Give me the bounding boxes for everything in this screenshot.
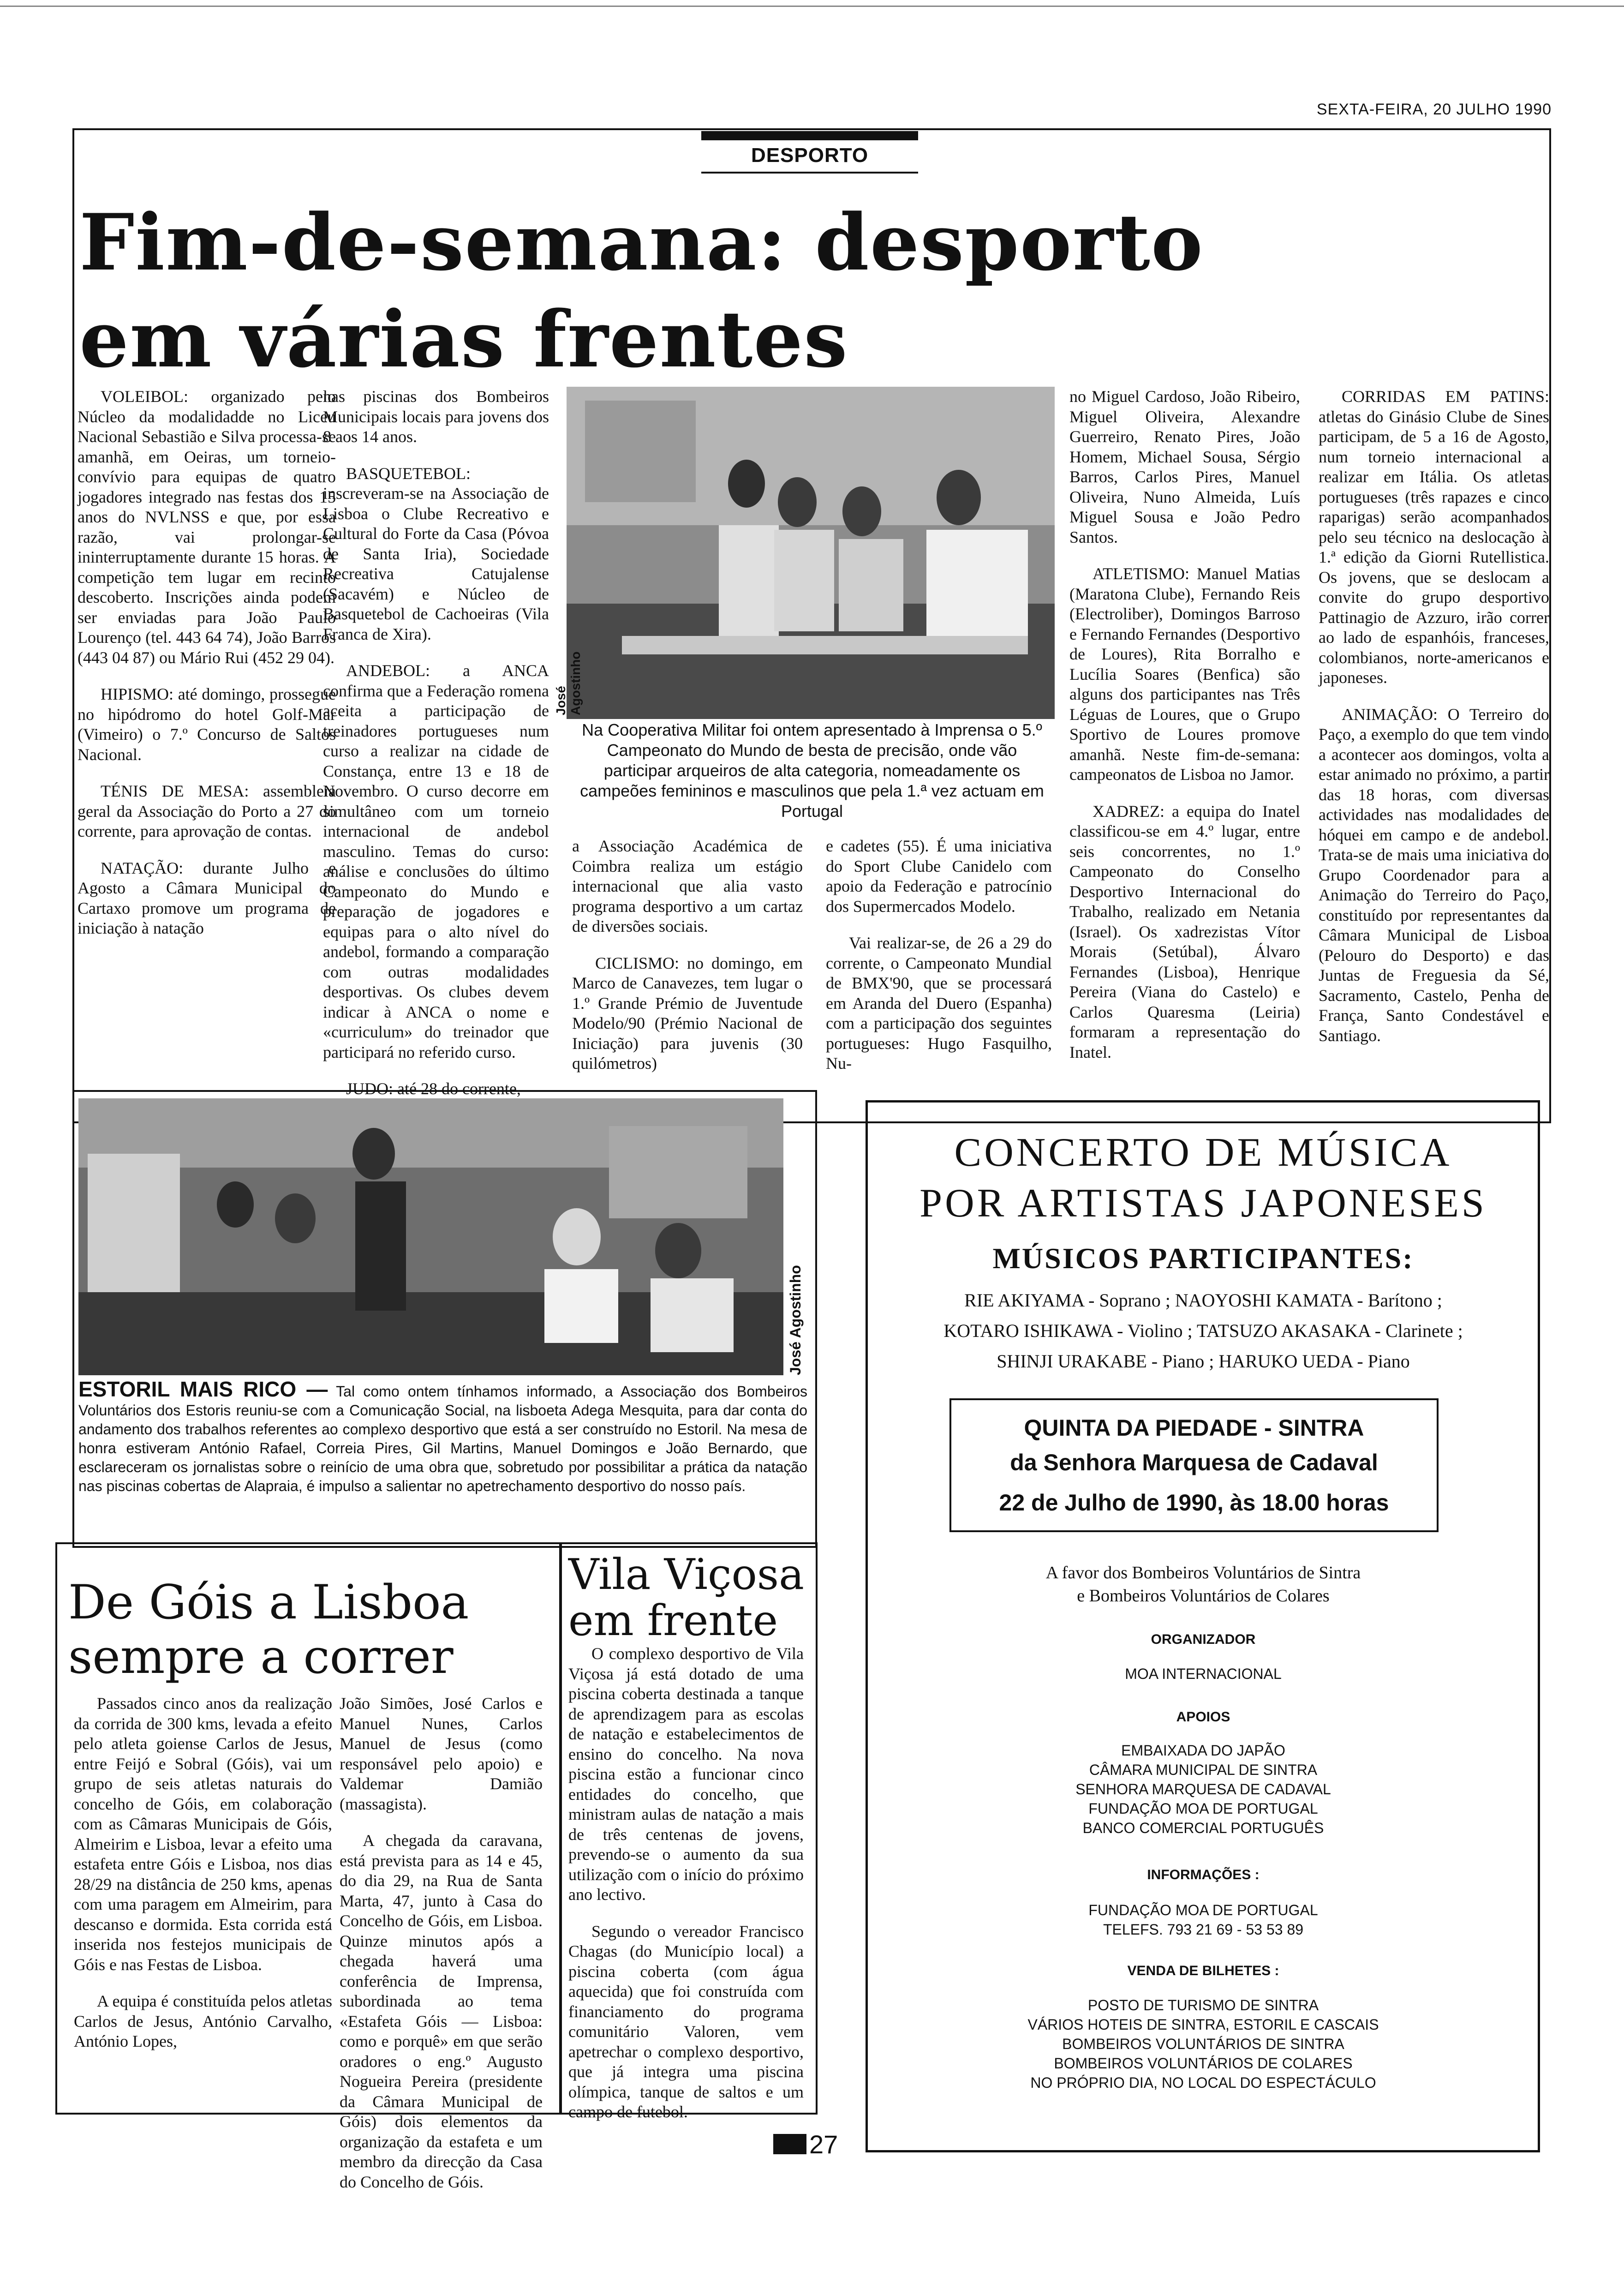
organizer-label: ORGANIZADOR [1151, 1632, 1256, 1647]
paragraph: XADREZ: a equipa do Inatel classificou-se em 4.º lugar, entre seis concorrentes, no 1.º Campeonato do Conselho Desportivo Internacional do Trabalho, realizado em Netania (Israel). Os xadrezistas Vítor Morais (Setúbal), Álvaro Fernandes (Lisboa), Henrique Pereira (Viana do Castelo) e Carlos Quaresma (Leiria) formaram a representação do Inatel. [1069, 802, 1300, 1061]
paragraph: e cadetes (55). É uma iniciativa do Sport Clube Canidelo com apoio da Federação e patrocínio dos Supermercados Modelo. [826, 837, 1052, 916]
ticket-item: POSTO DE TURISMO DE SINTRA [1087, 1997, 1319, 2013]
paragraph: CORRIDAS EM PATINS: atletas do Ginásio Clube de Sines participam, de 5 a 16 de Agosto, num torneio internacional a realizar em Itália. Os atletas portugueses (três rapazes e cinco raparigas) serão acompanhados pelo seu técnico na deslocação à 1.ª edição da Giorni Rutellistica. Os jovens, que se deslocam a convite do grupo desportivo Pattinagio de Azzuro, irão correr ao lado de espanhóis, franceses, colombianos, norte-americanos e japoneses. [1319, 387, 1549, 687]
main-col-3 [572, 836, 803, 1091]
vila-vicosa-body [568, 1644, 804, 2139]
top-rule [0, 6, 1624, 7]
main-col-5 [1069, 387, 1300, 1079]
paragraph: A equipa é constituída pelos atletas Carlos de Jesus, António Carvalho, António Lopes, [74, 1992, 332, 2050]
ticket-item: NO PRÓPRIO DIA, NO LOCAL DO ESPECTÁCULO [1030, 2074, 1376, 2091]
paragraph: ATLETISMO: Manuel Matias (Maratona Clube), Fernando Reis (Electroliber), Domingos Barroso e Fernando Fernandes (Desportivo de Loures), Rita Borralho e Lucília Soares (Benfica) são alguns dos participantes nas Três Léguas de Loures, que o Grupo Sportivo de Loures promove amanhã. Neste fim-de-semana: campeonatos de Lisboa no Jamor. [1069, 564, 1300, 784]
gois-headline-line2: sempre a correr [68, 1630, 454, 1684]
paragraph: Passados cinco anos da realização da corrida de 300 kms, levada a efeito pelo atleta goiense Carlos de Jesus, entre Feijó e Sobral (Góis), vai um grupo de seis atletas naturais do concelho de Góis, em colaboração com as Câmaras Municipais de Góis, Almeirim e Lisboa, levar a efeito uma estafeta entre Góis e Lisboa, nos dias 28/29 na distância de 250 kms, apenas com uma paragem em Almeirim, para descanso e dormida. Esta corrida está inserida nos festejos municipais de Góis e nas Festas de Lisboa. [74, 1694, 332, 1974]
estoril-caption-title: ESTORIL MAIS RICO — [78, 1377, 328, 1401]
info-label: INFORMAÇÕES : [1147, 1867, 1260, 1882]
main-photo-caption: Na Cooperativa Militar foi ontem apresentado à Imprensa o 5.º Campeonato do Mundo de besta de precisão, onde vão participar arqueiros de alta categoria, nomeadamente os campeões femininos e masculinos que pela 1.ª vez actuam em Portugal [580, 720, 1044, 821]
paragraph: CICLISMO: no domingo, em Marco de Canavezes, tem lugar o 1.º Grande Prémio de Juventude Modelo/90 (Prémio Nacional de Iniciação) para juvenis (30 quilómetros) [572, 953, 803, 1073]
support-list [867, 1741, 1539, 1838]
support-item: CÂMARA MUNICIPAL DE SINTRA [1089, 1762, 1318, 1778]
main-col-6 [1319, 387, 1549, 1079]
concert-subtitle: MÚSICOS PARTICIPANTES: [992, 1242, 1414, 1275]
musicians-line-3: SHINJI URAKABE - Piano ; HARUKO UEDA - Piano [997, 1351, 1410, 1372]
press-conference-photo [567, 387, 1055, 719]
main-headline-line1: Fim-de-semana: desporto [79, 197, 1204, 288]
info-line-2: TELEFS. 793 21 69 - 53 53 89 [1103, 1921, 1304, 1938]
section-label: DESPORTO [751, 144, 869, 167]
support-item: SENHORA MARQUESA DE CADAVAL [1075, 1781, 1331, 1798]
venue-line-1: QUINTA DA PIEDADE - SINTRA [1024, 1415, 1364, 1441]
paragraph: HIPISMO: até domingo, prossegue no hipódromo do hotel Golf-Mar (Vimeiro) o 7.º Concurso de Saltos Nacional. [78, 685, 336, 764]
paragraph: A chegada da caravana, está prevista para as 14 e 45, do dia 29, na Rua de Santa Marta, 47, junto à Casa do Concelho de Góis, em Lisboa. Quinze minutos após a chegada haverá uma conferência de Imprensa, subordinada ao tema «Estafeta Góis — Lisboa: como e porquê» em que serão oradores o eng.º Augusto Nogueira Pereira (presidente da Câmara Municipal de Góis) dois elementos da organização da estafeta e um membro da direcção da Casa do Concelho de Góis. [340, 1831, 543, 2191]
ticket-item: BOMBEIROS VOLUNTÁRIOS DE COLARES [1054, 2055, 1353, 2072]
main-col-2 [323, 387, 549, 1098]
favor-line-1: A favor dos Bombeiros Voluntários de Sintra [1045, 1563, 1361, 1582]
paragraph: no Miguel Cardoso, João Ribeiro, Miguel Oliveira, Alexandre Guerreiro, Renato Pires, João Homem, Michael Sousa, Sérgio Barros, Carlos Pires, Manuel Oliveira, Nuno Almeida, Luís Miguel Sousa e João Pedro Santos. [1069, 387, 1300, 546]
venue-line-3: 22 de Julho de 1990, às 18.00 horas [999, 1490, 1389, 1516]
musicians-line-1: RIE AKIYAMA - Soprano ; NAOYOSHI KAMATA - Barítono ; [964, 1290, 1442, 1311]
favor-line-2: e Bombeiros Voluntários de Colares [1077, 1586, 1330, 1606]
paragraph: VOLEIBOL: organizado pelo Núcleo da modalidadde no Liceu Nacional Sebastião e Silva processa-se amanhã, em Oeiras, um torneio-convívio para equipas de quatro jogadores integrado nas festas dos 15 anos do NVLNSS e que, por essa razão, vai prolongar-se ininterruptamente durante 15 horas. A competição tem lugar em recinto descoberto. Inscrições ainda podem ser enviadas para João Paulo Lourenço (tel. 443 64 74), João Barros (443 04 87) ou Mário Rui (452 29 04). [78, 387, 336, 667]
vila-vicosa-headline-line1: Vila Viçosa [568, 1550, 804, 1599]
main-photo-credit: José Agostinho [554, 651, 583, 715]
paragraph: ANIMAÇÃO: O Terreiro do Paço, a exemplo do que tem vindo a acontecer aos domingos, volta a estar animado no próximo, a partir das 18 horas, com diversas actividades nas modalidades de hóquei em campo e de andebol. Trata-se de mais uma iniciativa do Grupo Coordenador para a Animação do Terreiro do Paço, constituído por representantes da Câmara Municipal de Lisboa (Pelouro do Desporto) e das Juntas de Freguesia da Sé, Sacramento, Castelo, Penha de França, Santo Condestável e Santiago. [1319, 705, 1549, 1045]
paragraph: Segundo o vereador Francisco Chagas (do Município local) a piscina coberta (com água aquecida) que foi construída com financiamento do programa comunitário Valoren, vem apetrechar o complexo desportivo, que já integra uma piscina olímpica, tanque de saltos e um campo de futebol. [568, 1922, 804, 2121]
paragraph: JUDO: até 28 do corrente, [346, 1079, 521, 1098]
page-number: 27 [809, 2130, 838, 2159]
organizer-name: MOA INTERNACIONAL [1125, 1666, 1282, 1682]
info-line-1: FUNDAÇÃO MOA DE PORTUGAL [1088, 1902, 1318, 1918]
main-headline-line2: em várias frentes [79, 294, 848, 385]
gois-col-2 [340, 1694, 543, 2209]
estoril-photo [78, 1098, 783, 1375]
support-item: EMBAIXADA DO JAPÃO [1121, 1742, 1285, 1759]
paragraph: BASQUETEBOL: inscreveram-se na Associação de Lisboa o Clube Recreativo e Cultural do Forte da Casa (Póvoa de Santa Iria), Sociedade Recreativa Catujalense (Sacavém) e Núcleo de Basquetebol de Cachoeiras (Vila Franca de Xira). [323, 464, 549, 643]
support-item: BANCO COMERCIAL PORTUGUÊS [1082, 1820, 1324, 1836]
paragraph: João Simões, José Carlos e Manuel Nunes, Carlos Manuel de Jesus (como responsável pelo apoio) e Valdemar Damião (massagista). [340, 1694, 543, 1813]
paragraph: a Associação Académica de Coimbra realiza um estágio internacional que alia vasto programa desportivo a um cartaz de diversões sociais. [572, 837, 803, 935]
paragraph: Vai realizar-se, de 26 a 29 do corrente, o Campeonato Mundial de BMX'90, que se processará em Aranda del Duero (Espanha) com a participação dos seguintes portugueses: Hugo Fasquilho, Nu- [826, 934, 1052, 1073]
paragraph: nas piscinas dos Bombeiros Municipais locais para jovens dos 8 aos 14 anos. [323, 387, 549, 446]
paragraph: O complexo desportivo de Vila Viçosa já está dotado de uma piscina coberta destinada a tanque de aprendizagem para as escolas de natação e estabelecimentos de ensino do concelho. Na nova piscina estão a funcionar cinco entidades do concelho, que ministram aulas de natação a mais de três centenas de jovens, prevendo-se o aumento da sua utilização com o início do próximo ano lectivo. [568, 1644, 804, 1904]
publication-logo-icon [773, 2134, 806, 2154]
main-col-1 [78, 387, 336, 1079]
vila-vicosa-headline-line2: em frente [568, 1596, 778, 1645]
paragraph: ANDEBOL: a ANCA confirma que a Federação romena aceita a participação de treinadores portugueses num curso a realizar na cidade de Constança, entre 13 e 18 de Novembro. O curso decorre em simultâneo com um torneio internacional de andebol masculino. Temas do curso: análise e conclusões do último Campeonato do Mundo e preparação de jogadores e equipas para o alto nível do andebol, formando a comparação com outras modalidades desportivas. Os clubes devem indicar à ANCA o nome e «curriculum» do treinador que participará no referido curso. [323, 661, 549, 1061]
tickets-list [867, 1995, 1539, 2092]
venue-line-2: da Senhora Marquesa de Cadaval [1010, 1450, 1378, 1475]
support-label: APOIOS [1176, 1709, 1230, 1725]
main-photo [567, 387, 1055, 719]
gois-headline-line1: De Góis a Lisboa [68, 1575, 469, 1630]
section-rule-bottom [701, 172, 918, 174]
paragraph: TÉNIS DE MESA: assembleia geral da Associação do Porto a 27 do corrente, para aprovação de contas. [78, 782, 336, 840]
tickets-label: VENDA DE BILHETES : [1127, 1963, 1279, 1978]
estoril-caption [78, 1377, 807, 1496]
page-date: SEXTA-FEIRA, 20 JULHO 1990 [1316, 101, 1552, 118]
paragraph: NATAÇÃO: durante Julho e Agosto a Câmara Municipal do Cartaxo promove um programa de iniciação à natação [78, 858, 336, 937]
section-rule-top [701, 131, 918, 140]
estoril-photo-credit: José Agostinho [787, 1265, 804, 1375]
ticket-item: BOMBEIROS VOLUNTÁRIOS DE SINTRA [1062, 2036, 1344, 2052]
main-col-4 [826, 836, 1052, 1091]
banquet-photo [78, 1098, 783, 1375]
gois-col-1 [74, 1694, 332, 2068]
estoril-caption-body: Tal como ontem tínhamos informado, a Associação dos Bombeiros Voluntários dos Estoris reuniu-se com a Comunicação Social, na lisboeta Adega Mesquita, para dar conta do andamento dos trabalhos referentes ao complexo desportivo que está a ser construído no Estoril. Na mesa de honra estiveram António Rafael, Correia Pires, Gil Martins, Manuel Domingos e João Bernardo, que esclareceram os jornalistas sobre o reinício de uma obra que, sobretudo por possibilitar a prática da natação nas piscinas cobertas de Alapraia, é impulso a salientar no apetrechamento desportivo do nosso país. [78, 1383, 807, 1494]
ticket-item: VÁRIOS HOTEIS DE SINTRA, ESTORIL E CASCAIS [1027, 2016, 1379, 2033]
concert-title-line1: CONCERTO DE MÚSICA [954, 1130, 1452, 1175]
musicians-line-2: KOTARO ISHIKAWA - Violino ; TATSUZO AKASAKA - Clarinete ; [943, 1320, 1463, 1341]
support-item: FUNDAÇÃO MOA DE PORTUGAL [1088, 1800, 1318, 1817]
concert-title-line2: POR ARTISTAS JAPONESES [919, 1181, 1487, 1226]
